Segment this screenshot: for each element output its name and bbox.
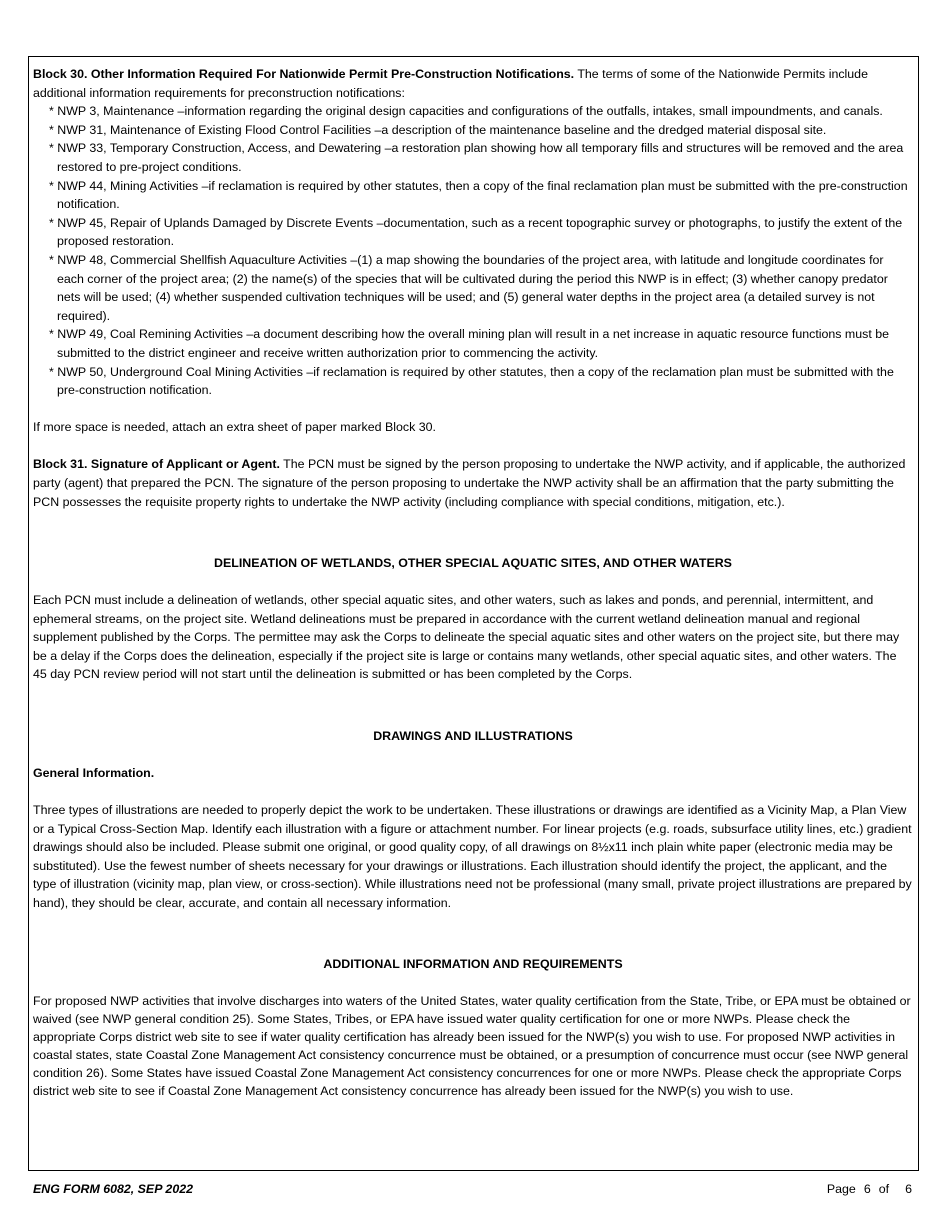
additional-heading: ADDITIONAL INFORMATION AND REQUIREMENTS: [323, 957, 623, 972]
nwp-item: * NWP 3, Maintenance –information regarding the original design capacities and configurations of the outfalls, intakes, small impoundments, and canals.: [49, 104, 883, 119]
form-id: ENG FORM 6082, SEP 2022: [33, 1182, 194, 1196]
delineation-text: Each PCN must include a delineation of wetlands, other special aquatic sites, and other waters, such as lakes and ponds, and perennial, intermittent, and ephemeral streams, on the project site. Wetland delineations must be prepared in accordance with the current wetland delineation manual and regional supplement published by the Corps. The permittee may ask the Corps to delineate the special aquatic sites and other waters on the project site, but there may be a delay if the Corps does the delineation, especially if the project site is large or contains many wetlands, other special aquatic sites, and other waters. The 45 day PCN review period will not start until the delineation is submitted or has been completed by the Corps.: [33, 593, 900, 682]
drawings-subheading: [33, 764, 913, 783]
page-number: [819, 1180, 912, 1199]
block30-intro: The terms of some of the Nationwide Permits include additional information requirements for preconstruction notifications:: [33, 67, 868, 100]
additional-text: For proposed NWP activities that involve discharges into waters of the United States, water quality certification from the State, Tribe, or EPA must be obtained or waived (see NWP general condition 25). Some States, Tribes, or EPA have issued water quality certification for one or more NWPs. Please check the appropriate Corps district web site to see if water quality certification has already been issued for the NWP(s) you wish to use. For proposed NWP activities in coastal states, state Coastal Zone Management Act consistency concurrence must be obtained, or a presumption of concurrence must occur (see NWP general condition 26). Some States have issued Coastal Zone Management Act consistency concurrences for one or more NWPs. Please check the appropriate Corps district web site to see if Coastal Zone Management Act consistency concurrence has already been issued for the NWP(s) you wish to use.: [33, 994, 911, 1099]
block30-more-space: If more space is needed, attach an extra sheet of paper marked Block 30.: [33, 420, 436, 435]
form-frame: [28, 56, 919, 1171]
block31-text: The PCN must be signed by the person proposing to undertake the NWP activity, and if applicable, the authorized party (agent) that prepared the PCN. The signature of the person proposing to undertake the NWP activity shall be an affirmation that the party submitting the PCN possesses the requisite property rights to undertake the NWP activity (including compliance with special conditions, mitigation, etc.).: [33, 457, 906, 509]
nwp-item: * NWP 45, Repair of Uplands Damaged by Discrete Events –documentation, such as a recent topographic survey or photographs, to justify the extent of the proposed restoration.: [49, 215, 903, 249]
block30-title: Block 30. Other Information Required For Nationwide Permit Pre-Construction Notifications.: [33, 67, 575, 81]
page-current: 6: [863, 1182, 871, 1196]
nwp-item: * NWP 48, Commercial Shellfish Aquaculture Activities –(1) a map showing the boundaries of the project area, with latitude and longitude coordinates for each corner of the project area; (2) the name(s) of the species that will be cultivated during the period this NWP is in effect; (3) whether canopy predator nets will be used; (4) whether suspended cultivation techniques will be used; and (5) general water depths in the project area (a detailed survey is not required).: [49, 252, 888, 323]
drawings-heading: DRAWINGS AND ILLUSTRATIONS: [373, 728, 573, 743]
nwp-item: * NWP 50, Underground Coal Mining Activities –if reclamation is required by other statutes, then a copy of the reclamation plan must be submitted with the pre-construction notification.: [49, 364, 894, 398]
block31-title: Block 31. Signature of Applicant or Agent.: [33, 457, 280, 472]
drawings-text: Three types of illustrations are needed to properly depict the work to be undertaken. These illustrations or drawings are identified as a Vicinity Map, a Plan View or a Typical Cross-Section Map. Identify each illustration with a figure or attachment number. For linear projects (e.g. roads, subsurface utility lines, etc.) gradient drawings should also be included. Please submit one original, or good quality copy, of all drawings on 8½x11 inch plain white paper (electronic media may be substituted). Use the fewest number of sheets necessary for your drawings or illustrations. Each illustration should identify the project, the applicant, and the type of illustration (vicinity map, plan view, or cross-section). While illustrations need not be professional (many small, private project illustrations are prepared by hand), they should be clear, accurate, and contain all necessary information.: [33, 802, 912, 910]
page-label: Page: [826, 1182, 856, 1196]
block30-intro-paragraph: [33, 65, 913, 102]
page-of-label: of: [878, 1182, 890, 1196]
nwp-item: * NWP 31, Maintenance of Existing Flood Control Facilities –a description of the maintenance baseline and the dredged material disposal site.: [49, 122, 827, 137]
nwp-item: * NWP 33, Temporary Construction, Access, and Dewatering –a restoration plan showing how all temporary fills and structures will be removed and the area restored to pre-project conditions.: [49, 141, 904, 174]
page-total: 6: [905, 1182, 912, 1196]
nwp-item: * NWP 49, Coal Remining Activities –a document describing how the overall mining plan will result in a net increase in aquatic resource functions must be submitted to the district engineer and receive written authorization prior to commencing the activity.: [49, 327, 890, 360]
block31-paragraph: [33, 455, 913, 511]
general-information-title: General Information.: [33, 765, 155, 780]
delineation-heading: DELINEATION OF WETLANDS, OTHER SPECIAL AQUATIC SITES, AND OTHER WATERS: [214, 555, 732, 570]
page-content: [33, 65, 913, 1100]
nwp-item: * NWP 44, Mining Activities –if reclamation is required by other statutes, then a copy of the final reclamation plan must be submitted with the pre-construction notification.: [49, 178, 908, 212]
